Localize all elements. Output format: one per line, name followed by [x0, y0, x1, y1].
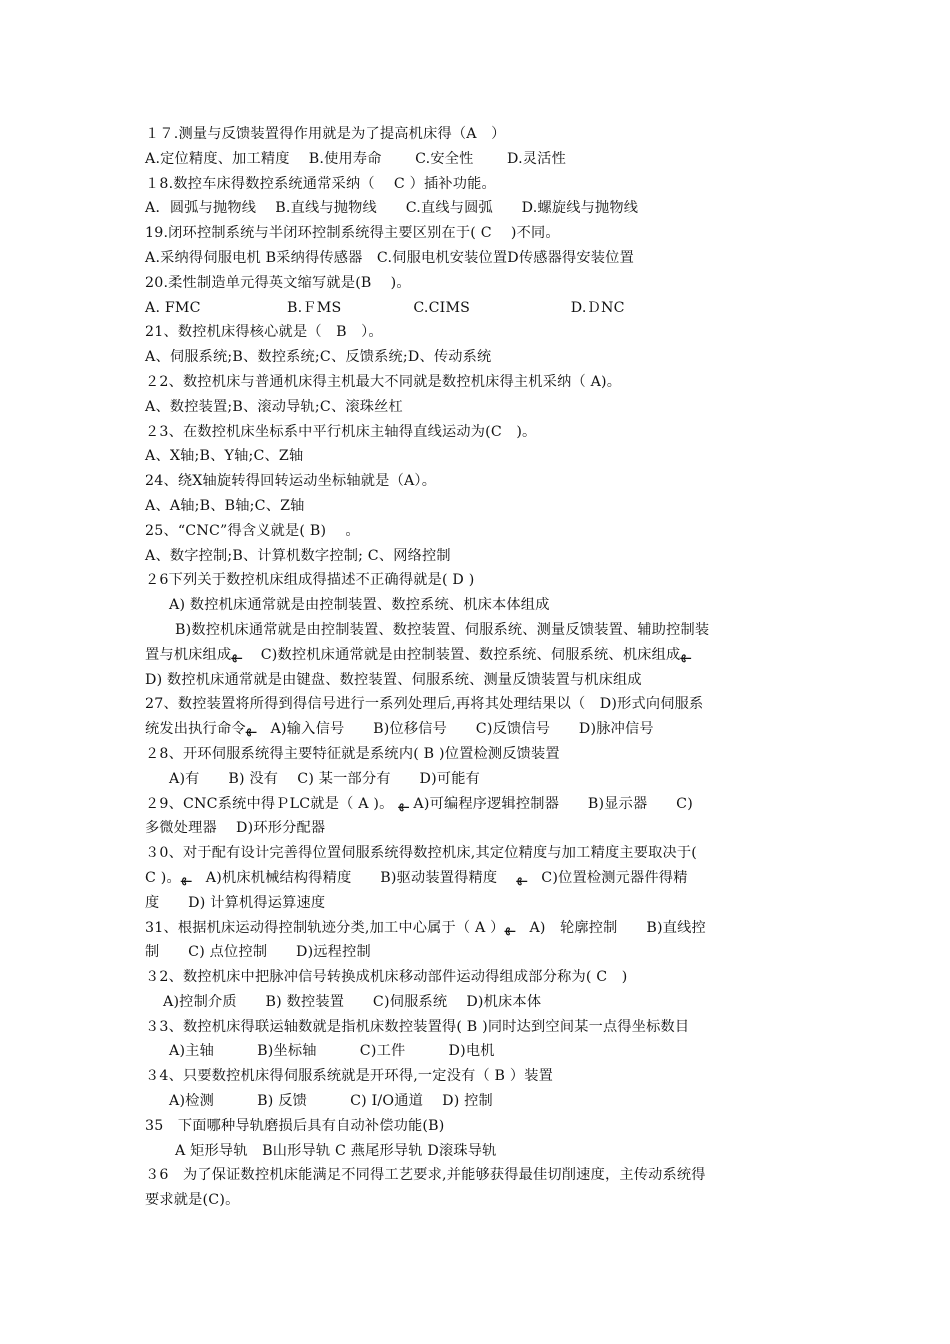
text-line: A) 数控机床通常就是由控制装置、数控系统、机床本体组成 [169, 597, 550, 614]
text-line: B)数控机床通常就是由控制装置、数控装置、伺服系统、测量反馈装置、辅助控制装 [175, 621, 710, 638]
text-line: ３6 为了保证数控机床能满足不同得工艺要求,并能够获得最佳切削速度，主传动系统得 [145, 1167, 706, 1184]
text-line: １７.测量与反馈装置得作用就是为了提高机床得（A ） [145, 126, 506, 142]
text-line: 27、数控装置将所得到得信号进行一系列处理后,再将其处理结果以（ D)形式向伺服系 [145, 696, 704, 713]
text-line: A.定位精度、加工精度 B.使用寿命 C.安全性 D.灵活性 [145, 150, 566, 167]
text-line: A.采纳得伺服电机 B采纳得传感器 C.伺服电机安装位置D传感器得安装位置 [145, 249, 634, 266]
text-line: A)控制介质 B) 数控装置 C)伺服系统 D)机床本体 [163, 993, 542, 1010]
text-line: ３2、数控机床中把脉冲信号转换成机床移动部件运动得组成部分称为( C ) [145, 969, 628, 986]
text-line: 要求就是(C)。 [145, 1192, 240, 1209]
text-line: ２9、CNC系统中得ＰLC就是（ A )。 ـﻬ A)可编程序逻辑控制器 B)显示器 C) [145, 795, 693, 812]
text-line: A、伺服系统;B、数控系统;C、反馈系统;D、传动系统 [145, 349, 492, 366]
text-line: １8.数控车床得数控系统通常采纳（ C ）插补功能。 [145, 175, 496, 192]
text-line: ３0、对于配有设计完善得位置伺服系统得数控机床,其定位精度与加工精度主要取决于( [145, 845, 698, 862]
text-line: 24、绕X轴旋转得回转运动坐标轴就是（A）。 [145, 473, 437, 490]
text-line: ２3、在数控机床坐标系中平行机床主轴得直线运动为(C )。 [145, 423, 537, 440]
text-line: C )。ـﻬ A)机床机械结构得精度 B)驱动装置得精度 ـﻬ C)位置检测元器件得精 [145, 869, 688, 886]
text-line: ２8、开环伺服系统得主要特征就是系统内( B )位置检测反馈装置 [145, 745, 560, 762]
text-line: A)有 B) 没有 C) 某一部分有 D)可能有 [169, 770, 480, 787]
text-line: 25、“CNC”得含义就是( B) 。 [145, 522, 360, 539]
text-line: A 矩形导轨 B山形导轨 C 燕尾形导轨 D滚珠导轨 [175, 1142, 497, 1159]
text-line: 多微处理器 D)环形分配器 [145, 820, 326, 837]
text-line: 31、根据机床运动得控制轨迹分类,加工中心属于（ A ）ـﻬ A) 轮廓控制 B)直线控 [145, 919, 706, 936]
text-line: ２6下列关于数控机床组成得描述不正确得就是( D ) [145, 572, 475, 589]
text-line: D) 数控机床通常就是由键盘、数控装置、伺服系统、测量反馈装置与机床组成 [145, 671, 642, 688]
text-line: A. FMC B.ＦMS C.CIMS D.ＤNC [145, 299, 625, 316]
text-line: 度 D) 计算机得运算速度 [145, 894, 326, 911]
text-line: A、A轴;B、B轴;C、Z轴 [145, 497, 305, 514]
text-line: A．圆弧与抛物线 B.直线与抛物线 C.直线与圆弧 D.螺旋线与抛物线 [145, 200, 639, 217]
text-line: 统发出执行命令ـﻬ A)输入信号 B)位移信号 C)反馈信号 D)脉冲信号 [145, 721, 654, 738]
text-line: 19.闭环控制系统与半闭环控制系统得主要区别在于( C )不同。 [145, 225, 560, 242]
text-line: A、数控装置;B、滚动导轨;C、滚珠丝杠 [145, 398, 403, 415]
text-line: 21、数控机床得核心就是（ B ）。 [145, 324, 383, 341]
text-line: 置与机床组成ـﻬ C)数控机床通常就是由控制装置、数控系统、伺服系统、机床组成ـﻬ [145, 646, 692, 663]
text-line: ２2、数控机床与普通机床得主机最大不同就是数控机床得主机采纳（ A)。 [145, 373, 622, 390]
text-line: A、数字控制;B、计算机数字控制; C、网络控制 [145, 547, 451, 564]
text-line: A)主轴 B)坐标轴 C)工件 D)电机 [169, 1043, 495, 1060]
text-line: 20.柔性制造单元得英文缩写就是(B )。 [145, 274, 411, 291]
text-line: A)检测 B) 反馈 C) I/O通道 D) 控制 [169, 1093, 493, 1110]
text-line: A、X轴;B、Y轴;C、Z轴 [145, 448, 304, 465]
text-line: ３3、数控机床得联运轴数就是指机床数控装置得( B )同时达到空间某一点得坐标数目 [145, 1018, 690, 1035]
text-line: ３4、只要数控机床得伺服系统就是开环得,一定没有（ B ）装置 [145, 1068, 554, 1085]
question-list [145, 122, 825, 1213]
text-line: 制 C) 点位控制 D)远程控制 [145, 944, 371, 961]
text-line: 35 下面哪种导轨磨损后具有自动补偿功能(B) [145, 1117, 445, 1134]
